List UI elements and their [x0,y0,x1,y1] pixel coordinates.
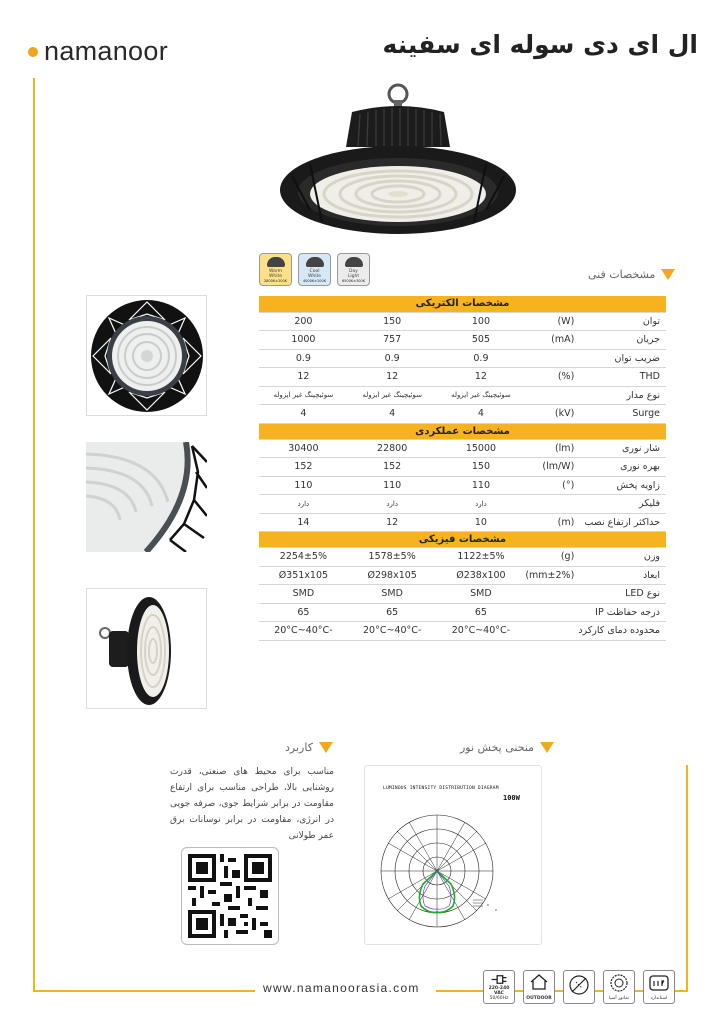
row-unit: (W) [525,312,578,331]
light-curve-title: منحنی پخش نور [460,741,535,754]
row-unit [525,349,578,368]
cert-text: OUTDOOR [526,996,552,1001]
cell-value: 12 [437,368,526,387]
table-row [259,513,666,532]
product-front-thumbnail [86,295,207,416]
row-label: شار نوری [578,439,666,458]
cell-value: Ø298x105 [348,566,437,585]
row-unit: (g) [525,548,578,567]
standard-mark-icon [648,973,670,993]
lamp-icon [306,257,324,267]
row-label: توان [578,312,666,331]
row-unit [525,585,578,604]
spec-table [259,296,666,641]
lamp-icon [345,257,363,267]
row-unit [525,622,578,641]
cell-value: 4 [437,405,526,424]
color-temp-warm-white [259,253,292,286]
page-title: ال ای دی سوله ای سفینه [382,30,698,59]
svg-text:0: 0 [487,903,489,907]
color-temp-day-light [337,253,370,286]
power-supply-icon [483,970,515,1004]
color-temp-label: Warm White [268,269,283,279]
cell-value: 1578±5% [348,548,437,567]
table-group-header [259,532,666,548]
cell-value: 152 [259,458,348,477]
cell-value: 12 [348,368,437,387]
cell-value: 14 [259,513,348,532]
seal-icon [609,973,629,993]
cell-value: Ø238x100 [437,566,526,585]
table-row [259,349,666,368]
product-side-thumbnail [86,588,207,709]
triangle-bullet-icon [319,742,333,753]
cell-value: 110 [348,476,437,495]
cell-value: 1000 [259,331,348,350]
table-row [259,476,666,495]
cert-text: 50/60Hz [489,996,509,1001]
namanoor-seal-icon [603,970,635,1004]
cell-value: -20°C~40°C [348,622,437,641]
applications-heading [285,741,333,754]
website-link[interactable]: www.namanoorasia.com [263,981,420,995]
row-label: نوع مدار [578,386,666,405]
row-label: THD [578,368,666,387]
row-unit: (%) [525,368,578,387]
polar-chart [365,766,543,946]
row-unit: (mm±2%) [525,566,578,585]
frame-line-left [33,78,35,992]
applications-title: کاربرد [285,741,313,754]
outdoor-house-icon [523,970,555,1004]
applications-text: مناسب برای محیط های صنعتی، قدرت روشنایی بالا، طراحی مناسب برای ارتفاع مقاومت در برابر شرایط جوی، صرفه جویی در انرژی، مقاومت در برابر نوسانات برق عمر طولانی [170,767,334,841]
cell-value: 505 [437,331,526,350]
table-row [259,622,666,641]
cell-value: 152 [348,458,437,477]
cell-value: 110 [259,476,348,495]
row-label: جریان [578,331,666,350]
cell-value: Ø351x105 [259,566,348,585]
triangle-bullet-icon [661,269,675,280]
cell-value: 1122±5% [437,548,526,567]
row-label: Surge [578,405,666,424]
cell-value: -20°C~40°C [259,622,348,641]
cell-value: دارد [437,495,526,514]
cert-text: نمانور آسیا [608,996,630,1001]
cell-value: SMD [437,585,526,604]
color-temp-label: Day Light [347,269,360,279]
cell-value: 10 [437,513,526,532]
table-row [259,312,666,331]
color-temp-range: 4000K±200K [302,279,327,283]
cell-value: دارد [348,495,437,514]
table-row [259,603,666,622]
cell-value: 200 [259,312,348,331]
table-row [259,368,666,387]
performance-title: مشخصات عملکردی [259,423,666,439]
diagram-title: LUMINOUS INTENSITY DISTRIBUTION DIAGRAM [383,786,499,791]
cell-value: دارد [259,495,348,514]
table-row [259,386,666,405]
row-label: وزن [578,548,666,567]
row-unit: (kV) [525,405,578,424]
electrical-title: مشخصات الکتریکی [259,296,666,312]
cell-value: 65 [437,603,526,622]
cert-text: استاندارد [650,996,668,1001]
row-unit: (m) [525,513,578,532]
color-temp-cool-white [298,253,331,286]
qr-code[interactable] [181,847,279,945]
spec-section-heading [588,268,675,281]
cell-value: 30400 [259,439,348,458]
row-unit: (mA) [525,331,578,350]
cert-text: 220-240 VAC [488,986,510,996]
svg-text:0: 0 [495,908,497,912]
triangle-bullet-icon [540,742,554,753]
lamp-icon [267,257,285,267]
cell-value: 0.9 [437,349,526,368]
luminous-intensity-diagram [364,765,542,945]
cell-value: 110 [437,476,526,495]
cell-value: SMD [259,585,348,604]
row-label: ابعاد [578,566,666,585]
iran-standard-icon [643,970,675,1004]
diagram-subtitle: 100W [503,794,520,802]
cell-value: 757 [348,331,437,350]
cell-value: 15000 [437,439,526,458]
table-row [259,439,666,458]
table-group-header [259,296,666,312]
cell-value: 65 [348,603,437,622]
house-icon [529,973,549,991]
color-temp-range: 6500K±300K [341,279,366,283]
no-dimmer-icon [567,973,591,997]
brand-logo [28,36,168,67]
row-unit: (lm) [525,439,578,458]
row-label: ضریب توان [578,349,666,368]
cell-value: 2254±5% [259,548,348,567]
row-unit [525,495,578,514]
light-curve-heading [460,741,554,754]
no-dimming-icon [563,970,595,1004]
cell-value: 0.9 [348,349,437,368]
row-unit [525,386,578,405]
table-row [259,331,666,350]
row-unit [525,603,578,622]
table-row [259,585,666,604]
cell-value: -20°C~40°C [437,622,526,641]
row-unit: (lm/W) [525,458,578,477]
table-row [259,566,666,585]
cell-value: 4 [348,405,437,424]
spec-section-title: مشخصات فنی [588,268,656,281]
table-row [259,458,666,477]
cell-value: سوئیچینگ غیر ایزوله [437,386,526,405]
cell-value: 12 [259,368,348,387]
row-unit: (°) [525,476,578,495]
cell-value: سوئیچینگ غیر ایزوله [348,386,437,405]
row-label: فلیکر [578,495,666,514]
brand-name: namanoor [44,36,168,66]
frame-line-bottom-left [33,990,255,992]
color-temperature-options [259,253,370,286]
cell-value: 150 [437,458,526,477]
physical-title: مشخصات فیزیکی [259,532,666,548]
table-row [259,548,666,567]
color-temp-label: Cool White [307,269,322,279]
color-temp-range: 2800K±200K [263,279,288,283]
table-row [259,405,666,424]
cell-value: سوئیچینگ غیر ایزوله [259,386,348,405]
cell-value: 0.9 [259,349,348,368]
plug-icon [489,973,509,986]
frame-line-right [686,765,688,992]
qr-code-icon [188,854,272,938]
row-label: حداکثر ارتفاع نصب [578,513,666,532]
cell-value: 100 [437,312,526,331]
cell-value: 4 [259,405,348,424]
row-label: درجه حفاظت IP [578,603,666,622]
row-label: زاویه پخش [578,476,666,495]
product-hero-image [270,72,530,242]
cell-value: 150 [348,312,437,331]
row-label: نوع LED [578,585,666,604]
brand-dot-icon [28,47,38,57]
row-label: محدوده دمای کارکرد [578,622,666,641]
cell-value: 65 [259,603,348,622]
product-detail-thumbnail [86,442,207,552]
certification-icons [483,970,675,1004]
table-group-header [259,423,666,439]
table-row [259,495,666,514]
cell-value: 22800 [348,439,437,458]
row-label: بهره نوری [578,458,666,477]
cell-value: 12 [348,513,437,532]
cell-value: SMD [348,585,437,604]
